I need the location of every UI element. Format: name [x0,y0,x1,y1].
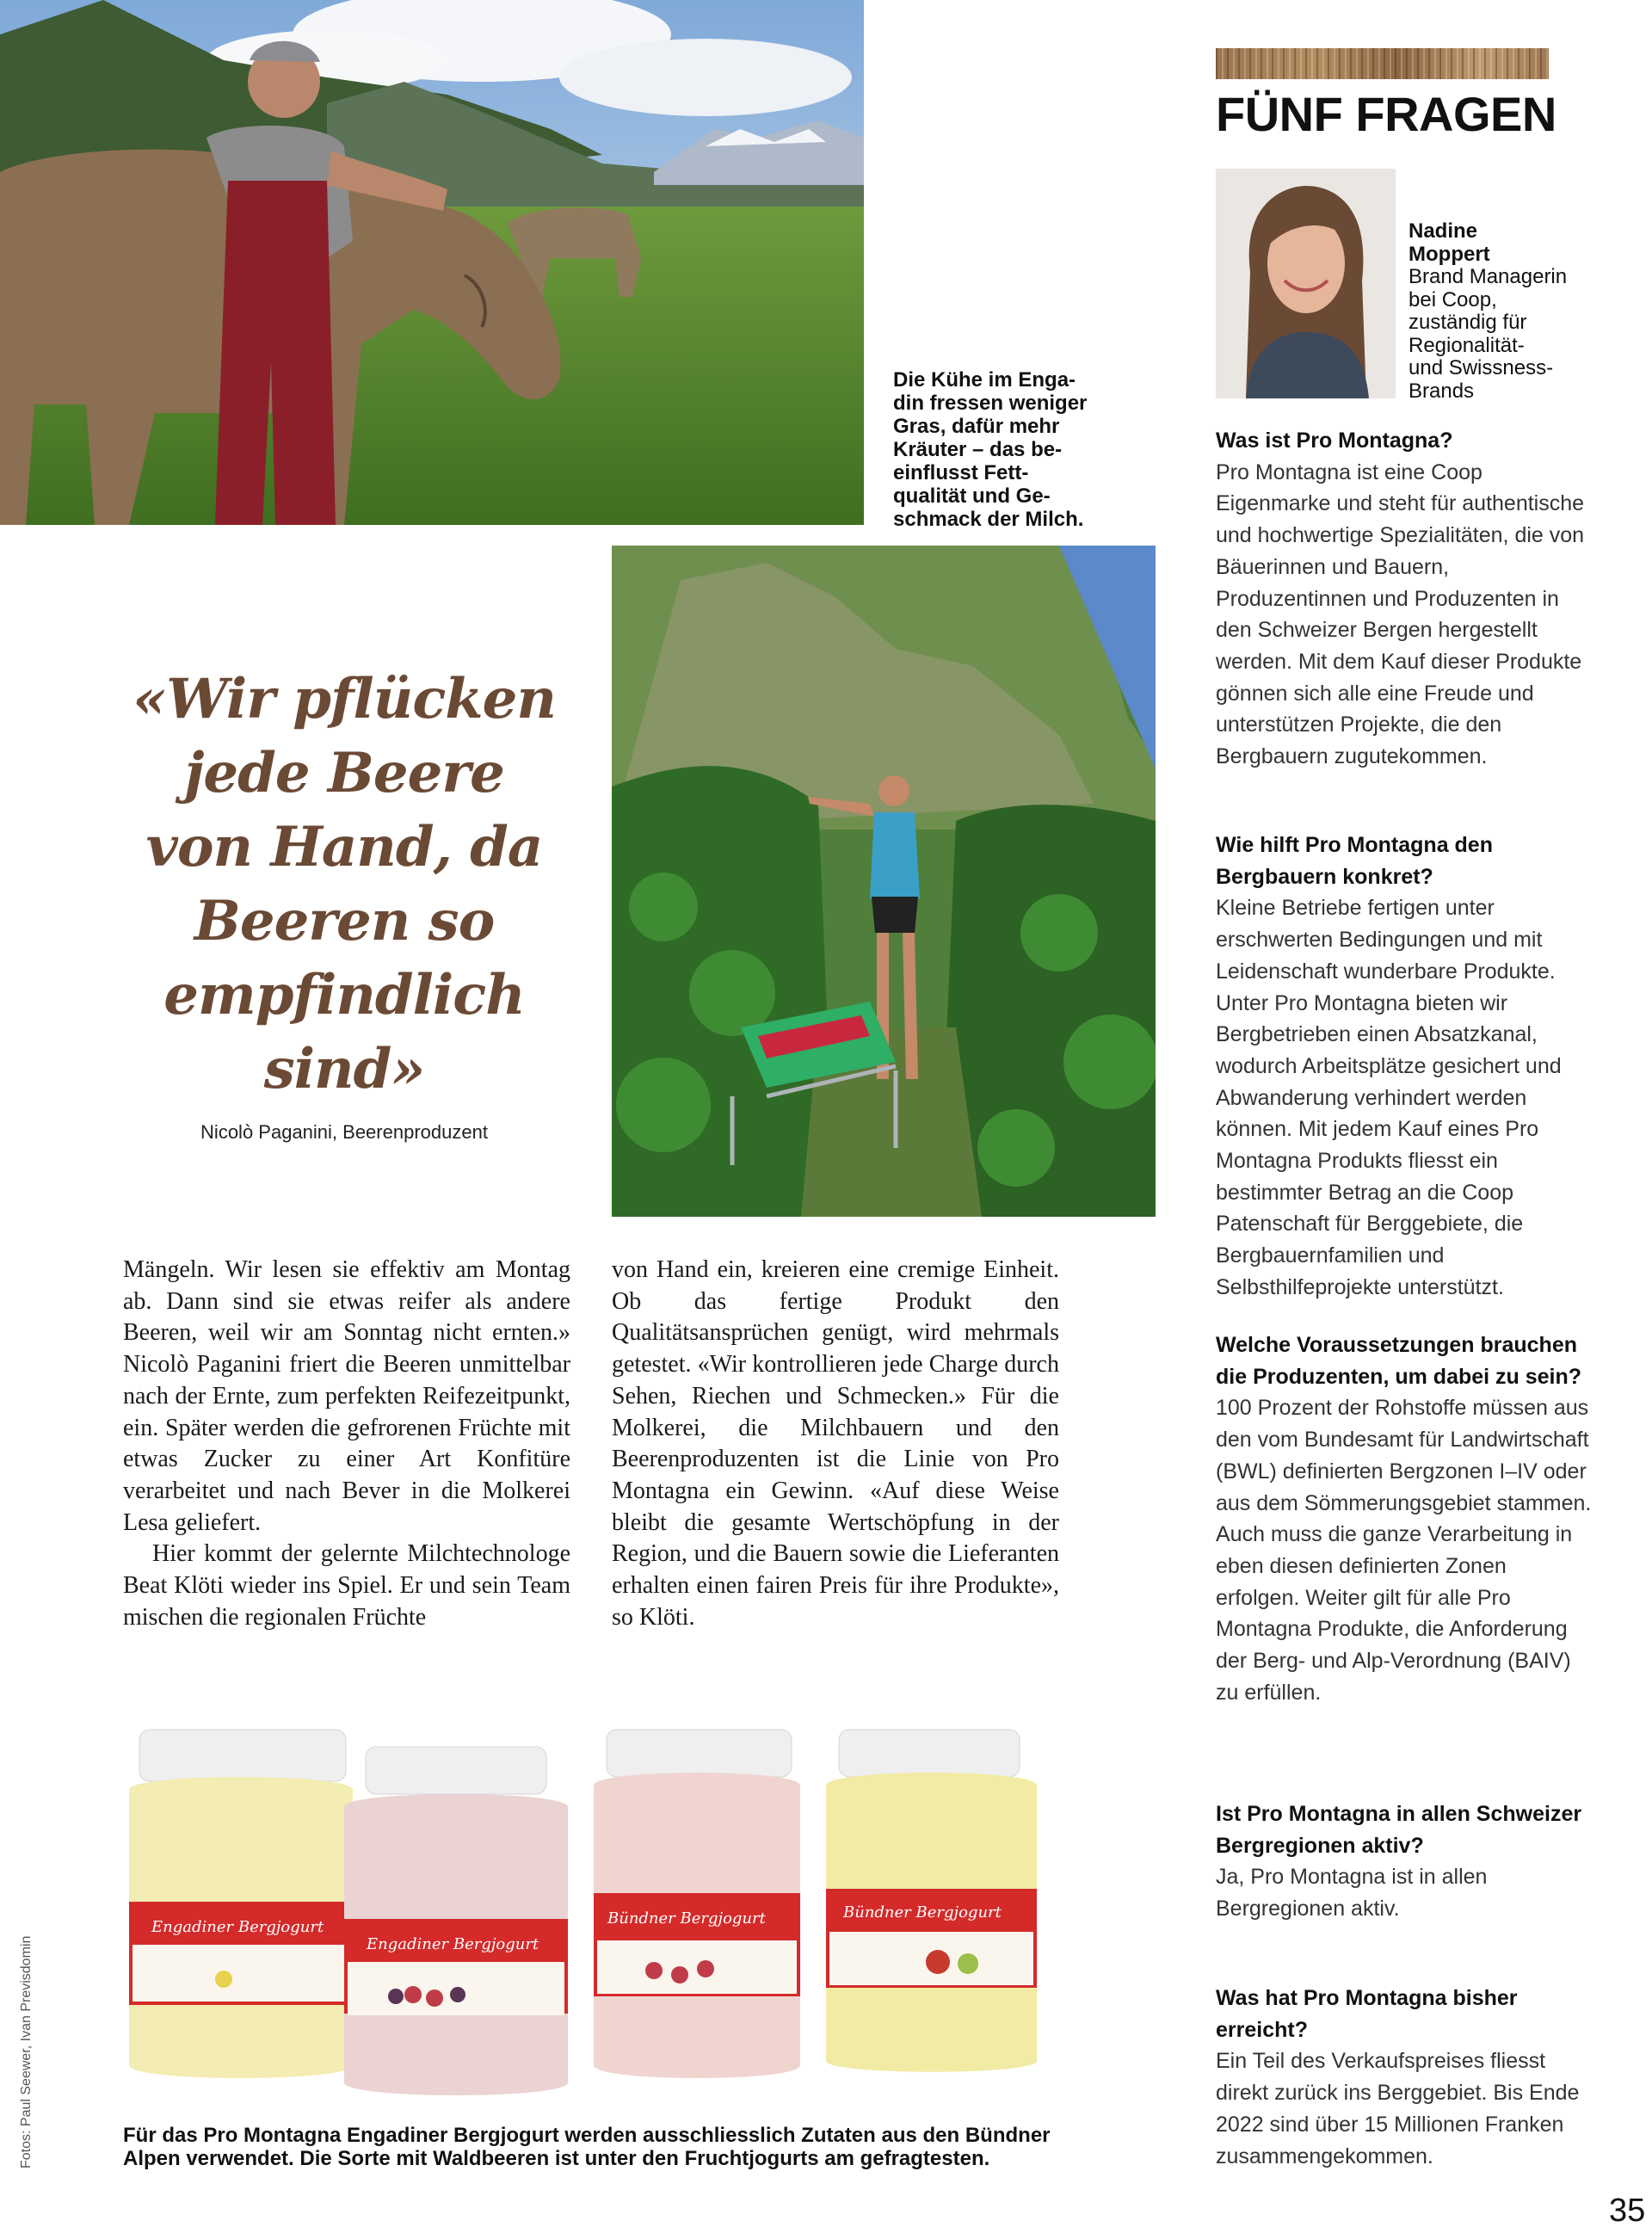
qa-item [1216,425,1594,773]
jar-label-text: Bündner Bergjogurt [843,1903,1002,1921]
qa-item [1216,1983,1594,2172]
body-column-1 [123,1255,570,1633]
interviewee [1409,220,1593,403]
qa-answer: 100 Prozent der Rohstoffe müssen aus den vom Bundesamt für Landwirtschaft (BWL) definierten Bergzonen I–IV oder aus dem Sömmerungsgebiet stammen. Auch muss die ganze Verarbeitung in eben diesen definierten Zonen erfolgen. Weiter gilt für alle Pro Montagna Produkte, die Anforderung der Berg- und Alp-Verordnung (BAIV) zu erfüllen. [1216,1396,1592,1705]
sidebar-title: FÜNF FRAGEN [1216,87,1556,141]
jar-nature [129,1730,353,2078]
qa-question: Wie hilft Pro Montagna den Bergbauern konkret? [1216,833,1493,889]
cows-caption-text: Die Kühe im Enga- din fressen weniger Gras, dafür mehr Kräuter – das be- einflusst Fett- qualität und Ge- schmack der Milch. [893,368,1088,531]
interviewee-name: Nadine Moppert [1409,219,1490,266]
body-paragraph: von Hand ein, kreieren eine cremige Einheit. Ob das fertige Produkt den Qualitätsansprüchen genügt, wird mehrmals getestet. «Wir kontrollieren jede Charge durch Sehen, Riechen und Schmecken.» Für die Molkerei, die Milchbauern und den Beerenproduzenten ist die Linie von Pro Montagna ein Gewinn. «Auf diese Weise bleibt die gesamte Wertschöpfung in der Region, und die Bauern sowie die Lieferanten erhalten einen fairen Preis für ihre Produkte», so Klöti. [612,1256,1059,1631]
interviewee-role: Brand Managerin bei Coop, zuständig für Regionalität- und Swissness- Brands [1409,265,1568,403]
qa-answer: Pro Montagna ist eine Coop Eigenmarke und steht für authentische und hochwertige Spezialitäten, die von Bäuerinnen und Bauern, Produzentinnen und Produzenten in den Schweizer Bergen hergestellt werden. Mit dem Kauf dieser Produkte gönnen sich alle eine Freude und unterstützen Projekte, die den Bergbauern zugutekommen. [1216,460,1585,769]
cows-photo [0,0,864,525]
wood-texture-bar [1216,48,1549,79]
page-number: 35 [1609,2193,1646,2229]
qa-item [1216,830,1594,1304]
qa-question: Ist Pro Montagna in allen Schweizer Bergregionen aktiv? [1216,1802,1582,1858]
jar-label-text: Engadiner Bergjogurt [367,1935,539,1953]
jar-label-text: Engadiner Bergjogurt [151,1918,324,1936]
qa-question: Welche Voraussetzungen brauchen die Produzenten, um dabei zu sein? [1216,1333,1582,1389]
portrait-photo [1216,169,1396,398]
photo-credit: Fotos: Paul Seewer, Ivan Previsdomin [19,1935,34,2168]
qa-answer: Kleine Betriebe fertigen unter erschwerten Bedingungen und mit Leidenschaft wunderbare Produkte. Unter Pro Montagna bieten wir Bergbetrieben einen Absatzkanal, wodurch Arbeitsplätze gesichert und Abwanderung verhindert werden können. Mit jedem Kauf eines Pro Montagna Produkts fliesst ein bestimmter Betrag an die Coop Patenschaft für Berggebiete, die Bergbauernfamilien und Selbsthilfeprojekte unterstützt. [1216,896,1562,1299]
berry-picking-photo [612,546,1156,1217]
body-column-2 [612,1255,1059,1633]
jar-label-text: Bündner Bergjogurt [607,1909,766,1928]
qa-answer: Ein Teil des Verkaufspreises fliesst direkt zurück ins Berggebiet. Bis Ende 2022 sind über 15 Millionen Franken zusammengekommen. [1216,2049,1580,2168]
pull-quote: «Wir pflücken jede Beere von Hand, da Beeren so empfindlich sind» [133,667,556,1101]
jars-caption [123,2124,1113,2170]
qa-item [1216,1329,1594,1708]
jar-waldbeere [344,1747,568,2095]
jars-caption-text: Für das Pro Montagna Engadiner Bergjogurt werden ausschliesslich Zutaten aus den Bündner Alpen verwendet. Die Sorte mit Waldbeeren ist unter den Fruchtjogurts am gefragtesten. [123,2124,1051,2170]
yogurt-jars-photo [120,1721,1067,2100]
cows-caption [893,368,1117,531]
qa-question: Was ist Pro Montagna? [1216,429,1453,453]
quote-author: Nicolò Paganini, Beerenproduzent [200,1121,488,1143]
jar-himbeere [594,1730,800,2078]
jar-apfel-birne [826,1730,1037,2072]
body-paragraph: Hier kommt der gelernte Milchtechnologe Beat Klöti wieder ins Spiel. Er und sein Team mischen die regionalen Früchte [123,1540,570,1631]
body-paragraph: Mängeln. Wir lesen sie effektiv am Montag ab. Dann sind sie etwas reifer als andere Beeren, weil wir am Sonntag nicht ernten.» Nicolò Paganini friert die Beeren unmittelbar nach der Ernte, zum perfekten Reifezeitpunkt, ein. Später werden die gefrorenen Früchte mit etwas Zucker zu einer Art Konfitüre verarbeitet und nach Bever in die Molkerei Lesa geliefert. [123,1256,570,1536]
qa-item [1216,1798,1594,1925]
qa-question: Was hat Pro Montagna bisher erreicht? [1216,1986,1518,2042]
qa-answer: Ja, Pro Montagna ist in allen Bergregionen aktiv. [1216,1865,1488,1921]
